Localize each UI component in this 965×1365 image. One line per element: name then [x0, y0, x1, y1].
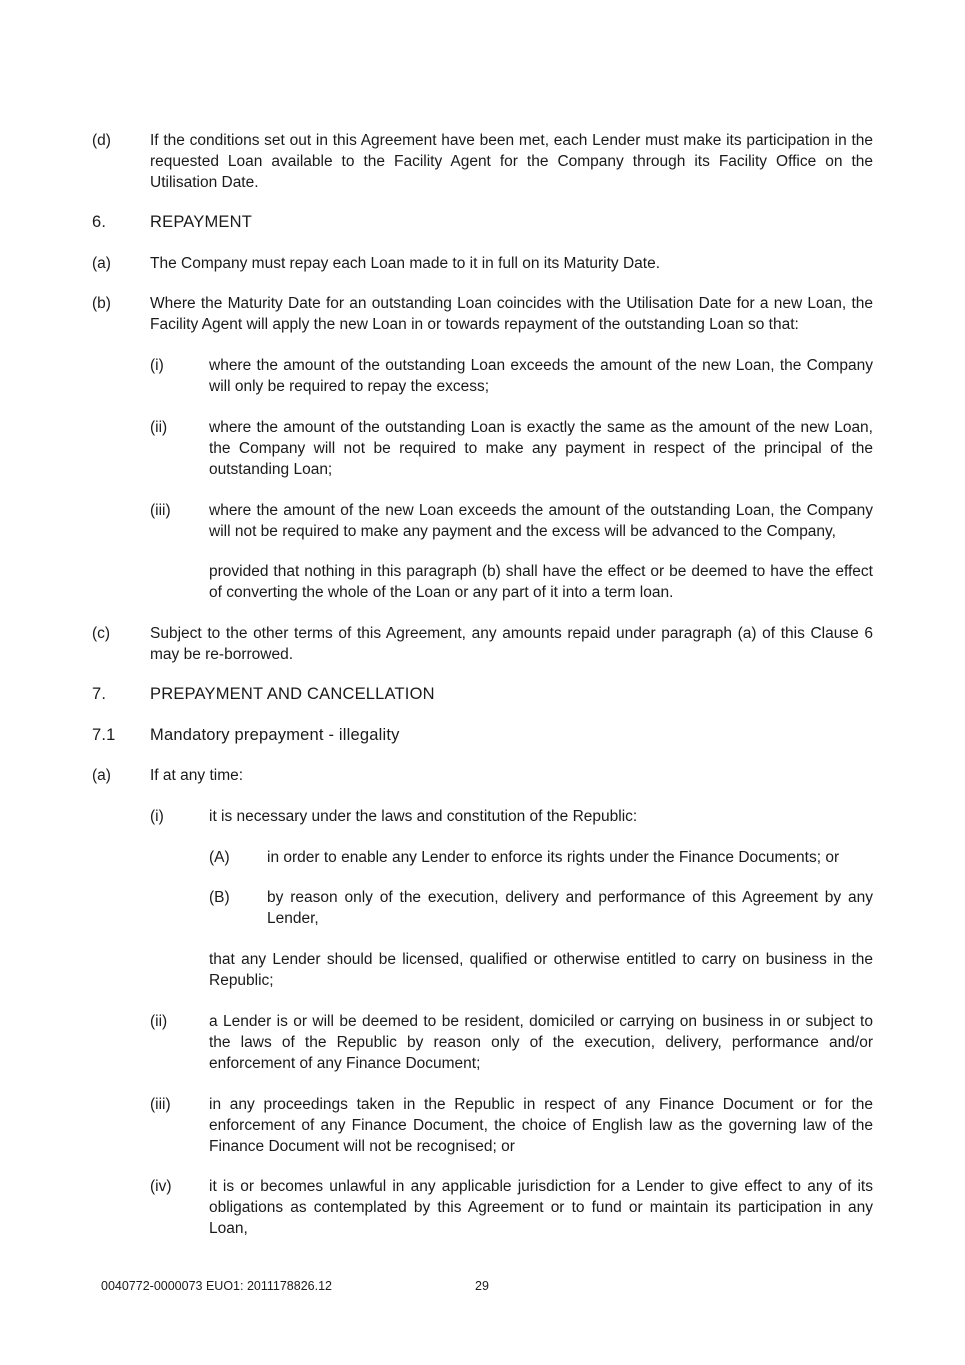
clause-6-title: REPAYMENT: [150, 213, 253, 231]
clause-6c-label: (c): [92, 625, 111, 642]
clause-7-1a-label: (a): [92, 767, 111, 784]
clause-6b-text: Where the Maturity Date for an outstanding Loan coincides with the Utilisation Date for a new Loan, the Facility Agent will apply the new Loan in or towards repayment of the outstanding Loan so that:: [150, 295, 873, 333]
clause-7-1a-i-A-label: (A): [209, 849, 230, 866]
clause-6c-text: Subject to the other terms of this Agreement, any amounts repaid under paragraph (a) of this Clause 6 may be re-borrowed.: [150, 625, 873, 663]
clause-6-number: 6.: [92, 213, 107, 231]
clause-7-1a-i-tail-text: that any Lender should be licensed, qualified or otherwise entitled to carry on business in the Republic;: [209, 951, 873, 989]
paragraph-label-d: (d): [92, 132, 111, 149]
clause-6a-label: (a): [92, 255, 111, 272]
clause-6b-i-label: (i): [150, 357, 164, 374]
clause-6b-iii-label: (iii): [150, 502, 171, 519]
clause-6b-ii-text: where the amount of the outstanding Loan is exactly the same as the amount of the new Loan, the Company will not be required to make any payment in respect of the principal of the outstanding Loan;: [209, 419, 873, 478]
clause-7-1-number: 7.1: [92, 726, 116, 744]
footer-page-number: 29: [475, 1279, 489, 1293]
clause-7-1a-ii-text: a Lender is or will be deemed to be resident, domiciled or carrying on business in or subject to the laws of the Republic by reason only of the execution, delivery, performance and/or enforcement of any Finance Document;: [209, 1013, 873, 1072]
clause-7-1a-iv-label: (iv): [150, 1178, 172, 1195]
clause-7-number: 7.: [92, 685, 107, 703]
clause-6b-ii-label: (ii): [150, 419, 168, 436]
clause-6a-text: The Company must repay each Loan made to it in full on its Maturity Date.: [150, 255, 661, 272]
clause-7-1a-i-B-label: (B): [209, 889, 230, 906]
clause-7-1a-text: If at any time:: [150, 767, 244, 784]
clause-7-1a-i-B-text: by reason only of the execution, delivery and performance of this Agreement by any Lender,: [267, 889, 873, 927]
clause-6b-proviso-text: provided that nothing in this paragraph (b) shall have the effect or be deemed to have the effect of converting the whole of the Loan or any part of it into a term loan.: [209, 563, 873, 601]
clause-6b-i-text: where the amount of the outstanding Loan exceeds the amount of the new Loan, the Company will only be required to repay the excess;: [209, 357, 873, 395]
paragraph-d-text: If the conditions set out in this Agreement have been met, each Lender must make its participation in the requested Loan available to the Facility Agent for the Company through its Facility Office on the Utilisation Date.: [150, 132, 873, 191]
clause-7-1-title: Mandatory prepayment - illegality: [150, 726, 400, 744]
clause-7-1a-i-text: it is necessary under the laws and constitution of the Republic:: [209, 808, 638, 825]
footer-document-reference: 0040772-0000073 EUO1: 2011178826.12: [101, 1279, 332, 1293]
clause-7-1a-ii-label: (ii): [150, 1013, 168, 1030]
clause-6b-label: (b): [92, 295, 111, 312]
clause-7-1a-iv-text: it is or becomes unlawful in any applicable jurisdiction for a Lender to give effect to any of its obligations as contemplated by this Agreement or to fund or maintain its participation in any Loan,: [209, 1178, 873, 1237]
clause-7-title: PREPAYMENT AND CANCELLATION: [150, 685, 435, 703]
clause-7-1a-iii-text: in any proceedings taken in the Republic in respect of any Finance Document or for the enforcement of any Finance Document, the choice of English law as the governing law of the Finance Document will not be recognised; or: [209, 1096, 873, 1155]
clause-6b-iii-text: where the amount of the new Loan exceeds the amount of the outstanding Loan, the Company will not be required to make any payment and the excess will be advanced to the Company,: [209, 502, 873, 540]
clause-7-1a-i-label: (i): [150, 808, 164, 825]
clause-7-1a-iii-label: (iii): [150, 1096, 171, 1113]
clause-7-1a-i-A-text: in order to enable any Lender to enforce its rights under the Finance Documents; or: [267, 849, 840, 866]
